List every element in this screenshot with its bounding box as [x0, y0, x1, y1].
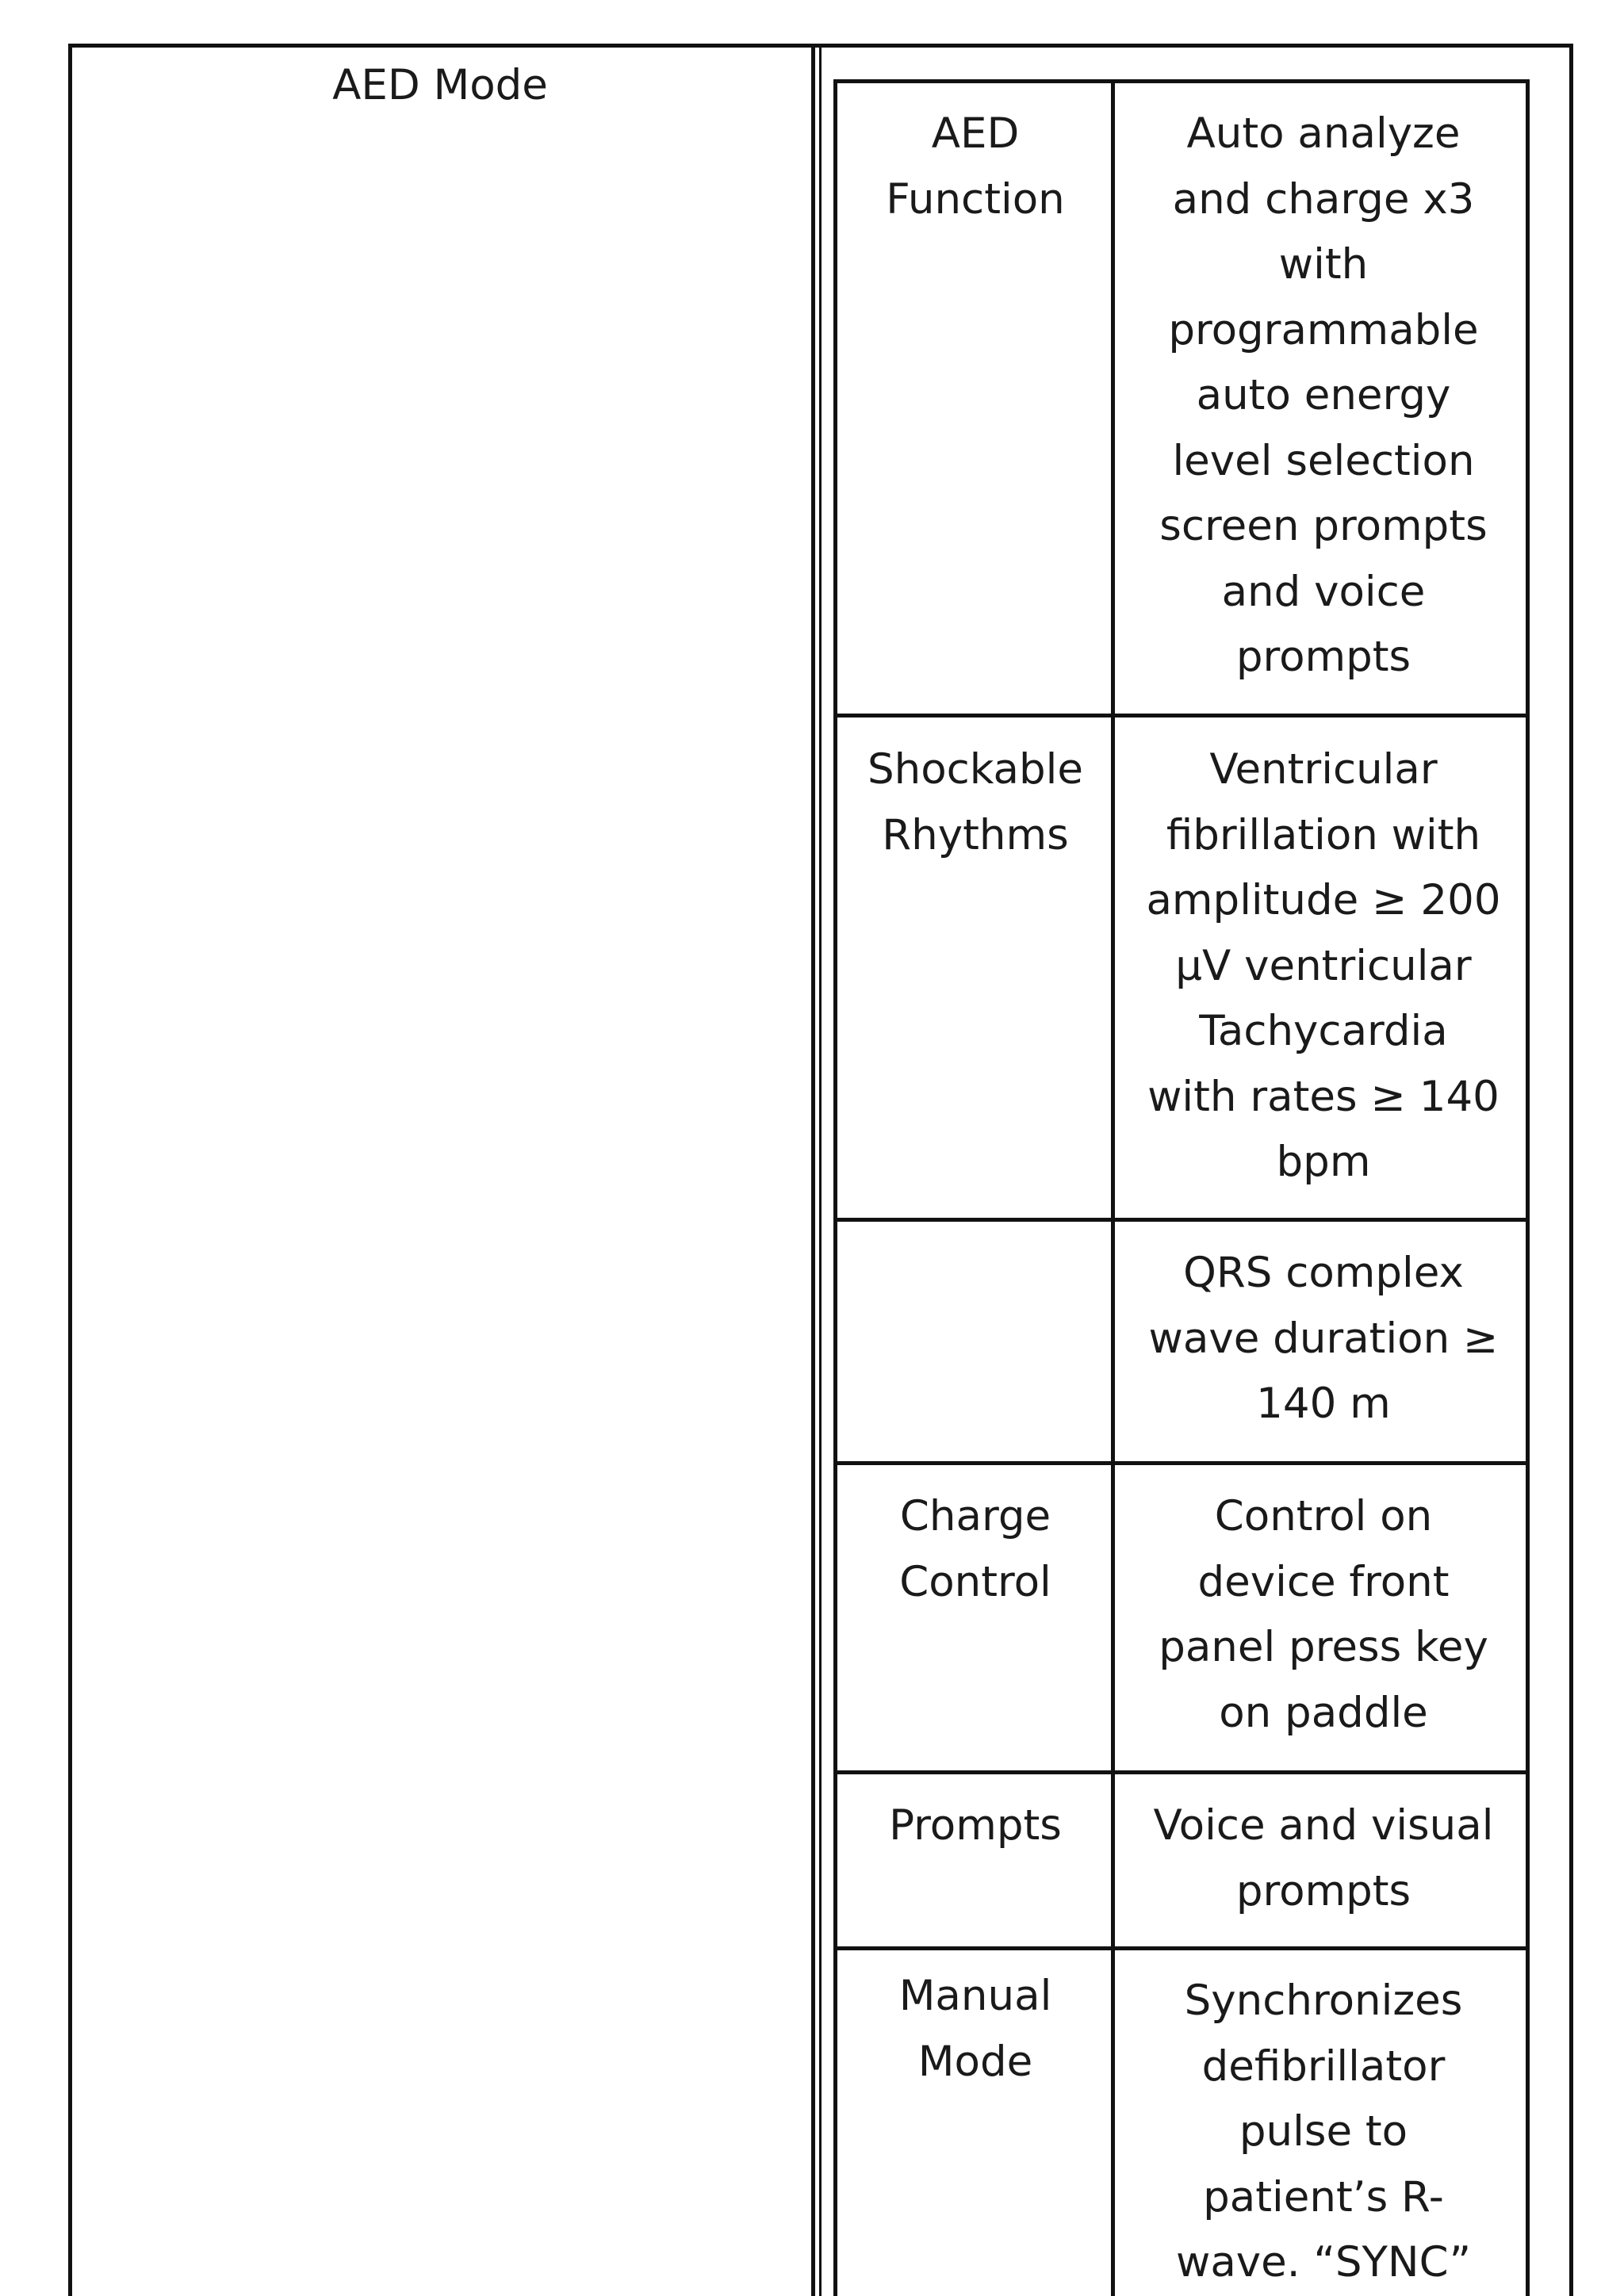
value-line: level selection — [1172, 436, 1475, 485]
row-charge-control-value — [1115, 1484, 1532, 1746]
row-prompts-label — [837, 1793, 1113, 1859]
value-line: Auto analyze — [1186, 109, 1461, 158]
label-line: AED — [931, 109, 1020, 158]
value-line: 140 m — [1256, 1380, 1391, 1428]
value-line: defibrillator — [1201, 2042, 1446, 2091]
aed-mode-label: AED Mode — [332, 61, 548, 109]
value-line: programmable — [1168, 305, 1479, 354]
label-line: Mode — [917, 2037, 1033, 2086]
value-line: and voice — [1221, 567, 1426, 616]
value-line: fibrillation with — [1166, 810, 1481, 859]
value-line: prompts — [1235, 633, 1411, 681]
value-line: and charge x3 — [1172, 174, 1475, 224]
row-qrs-value — [1115, 1241, 1532, 1437]
value-line: Control on — [1214, 1492, 1433, 1540]
value-line: wave duration ≥ — [1148, 1314, 1499, 1363]
label-line: Manual — [898, 1972, 1052, 2020]
outer-table-divider-inner — [819, 44, 822, 2296]
value-line: with rates ≥ 140 — [1147, 1072, 1500, 1121]
value-line: amplitude ≥ 200 — [1146, 876, 1501, 924]
value-line: Voice and visual — [1153, 1801, 1494, 1850]
label-line: Prompts — [889, 1801, 1062, 1850]
row-aed-function-value — [1115, 101, 1532, 691]
label-line: Rhythms — [882, 810, 1069, 859]
value-line: μV ventricular — [1175, 941, 1472, 990]
row-shockable-rhythms-value — [1115, 737, 1532, 1196]
value-line: Synchronizes — [1184, 1976, 1463, 2025]
outer-table-divider — [811, 44, 815, 2296]
label-line: Control — [899, 1557, 1051, 1606]
outer-table-right-border — [1569, 44, 1573, 2296]
value-line: wave. “SYNC” — [1175, 2238, 1472, 2286]
row-aed-function-label — [837, 101, 1113, 232]
value-line: with — [1278, 240, 1369, 289]
value-line: panel press key — [1159, 1623, 1488, 1671]
value-line: Tachycardia — [1199, 1007, 1448, 1055]
outer-table-left-border — [68, 44, 72, 2296]
row-separator — [833, 1946, 1530, 1950]
row-separator — [833, 1461, 1530, 1465]
row-separator — [833, 1770, 1530, 1774]
value-line: Ventricular — [1209, 745, 1438, 794]
value-line: bpm — [1276, 1138, 1371, 1186]
row-charge-control-label — [837, 1484, 1113, 1615]
inner-table-top-border — [833, 79, 1530, 83]
label-line: Function — [886, 174, 1065, 224]
row-separator — [833, 714, 1530, 718]
value-line: screen prompts — [1159, 502, 1488, 550]
row-shockable-rhythms-label — [837, 737, 1113, 868]
value-line: prompts — [1235, 1866, 1411, 1915]
row-manual-mode-value — [1115, 1969, 1532, 2296]
value-line: pulse to — [1239, 2107, 1408, 2156]
label-line: Shockable — [867, 745, 1083, 794]
label-line: Charge — [899, 1492, 1051, 1540]
row-separator — [833, 1218, 1530, 1222]
value-line: device front — [1197, 1557, 1450, 1606]
row-manual-mode-label — [837, 1964, 1113, 2095]
value-line: QRS complex — [1183, 1249, 1464, 1297]
value-line: auto energy — [1196, 371, 1451, 419]
value-line: patient’s R- — [1203, 2172, 1444, 2221]
value-line: on paddle — [1219, 1688, 1428, 1737]
row-prompts-value — [1115, 1793, 1532, 1924]
